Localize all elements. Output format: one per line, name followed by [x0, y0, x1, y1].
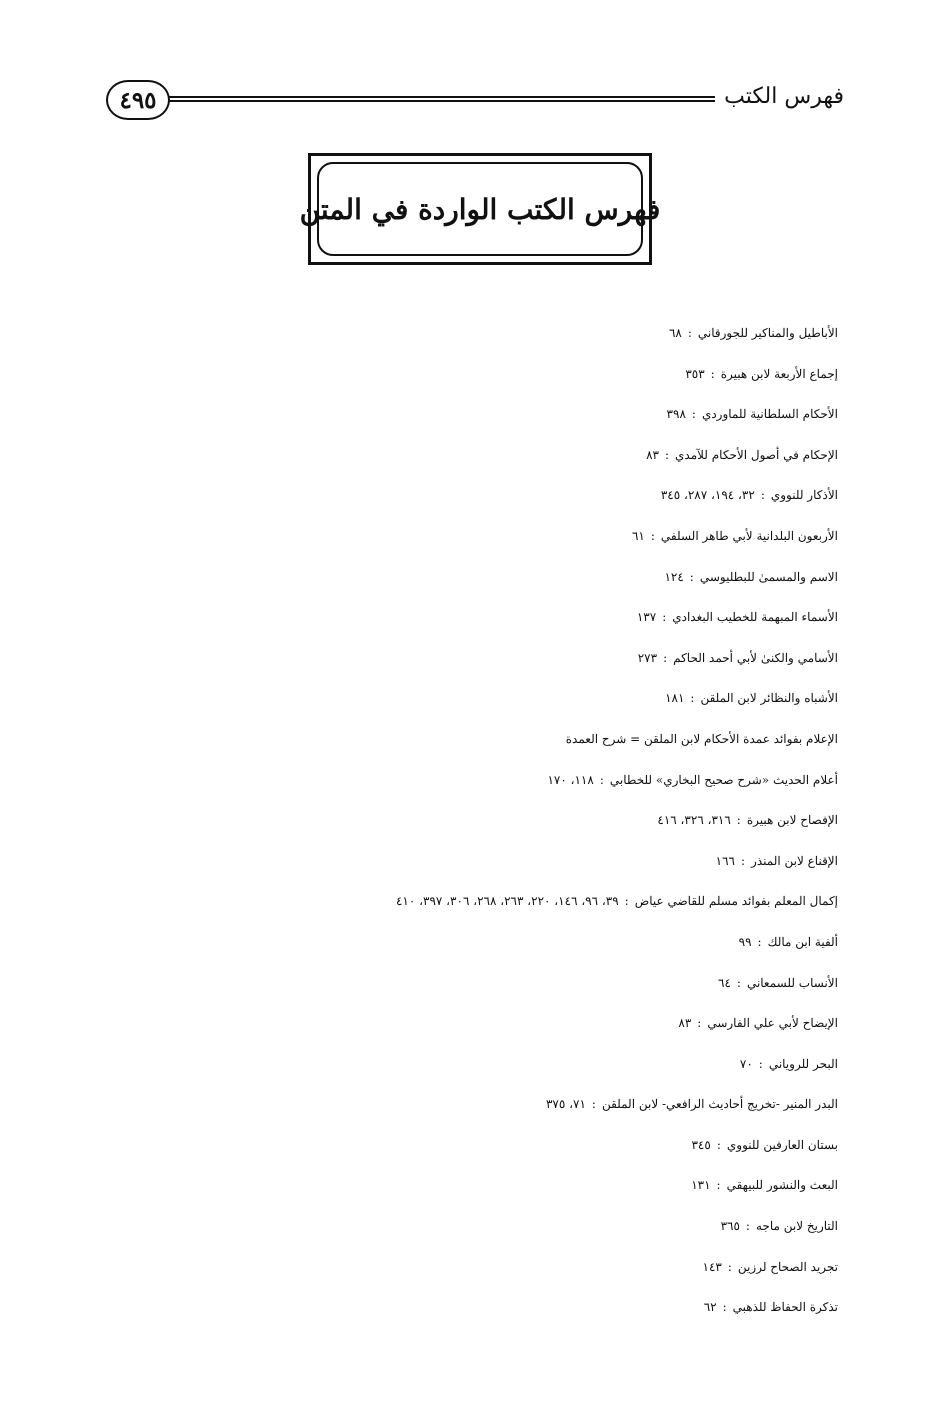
index-entry	[98, 354, 838, 395]
book-title: الأباطيل والمناكير للجورقاني	[697, 326, 838, 340]
separator: :	[722, 1300, 727, 1315]
page-references: ٨٣	[678, 1016, 692, 1031]
separator: :	[599, 772, 604, 787]
book-title: تجريد الصحاح لرزين	[737, 1259, 838, 1274]
book-title: الأحكام السلطانية للماوردي	[701, 407, 838, 422]
index-entry	[98, 597, 838, 638]
book-title: الأنساب للسمعاني	[746, 975, 838, 990]
book-title: الإحكام في أصول الأحكام للآمدي	[675, 447, 838, 462]
page-title: فهرس الكتب الواردة في المتن	[299, 192, 661, 226]
index-entry	[98, 435, 838, 476]
book-title: الأربعون البلدانية لأبي طاهر السلفي	[660, 528, 838, 543]
index-entry	[98, 313, 838, 354]
index-entry	[98, 922, 838, 963]
separator: :	[745, 1219, 750, 1234]
index-entry	[98, 760, 838, 801]
separator: :	[716, 1178, 721, 1193]
book-title: الأسامي والكنىٰ لأبي أحمد الحاكم	[673, 650, 838, 665]
index-entry	[98, 881, 838, 922]
running-title: فهرس الكتب	[724, 84, 844, 109]
book-title: أعلام الحديث «شرح صحيح البخاري» للخطابي	[609, 772, 838, 787]
page-references: ١٣١	[691, 1178, 711, 1193]
book-index-list	[98, 313, 838, 1328]
index-entry	[98, 1165, 838, 1206]
page-references: ٣٩، ٩٦، ١٤٦، ٢٢٠، ٢٦٣، ٢٦٨، ٣٠٦، ٣٩٧، ٤١٠	[395, 894, 619, 909]
separator: :	[697, 1016, 702, 1031]
book-title: البحر للروياني	[768, 1056, 838, 1071]
separator: :	[736, 975, 741, 990]
page-number: ٤٩٥	[106, 80, 170, 120]
index-entry	[98, 678, 838, 719]
book-title: إكمال المعلم بفوائد مسلم للقاضي عياض	[634, 894, 838, 909]
page-references: ١٢٤	[664, 569, 684, 584]
separator: :	[727, 1259, 732, 1274]
separator: :	[758, 1056, 763, 1071]
book-title: الأسماء المبهمة للخطيب البغدادي	[672, 610, 838, 625]
index-entry	[98, 963, 838, 1004]
book-title: البدر المنير -تخريج أحاديث الرافعي- لابن الملقن	[601, 1097, 838, 1112]
page-references: ٦٢	[703, 1300, 717, 1315]
index-entry	[98, 1044, 838, 1085]
index-entry	[98, 1247, 838, 1288]
page-references: ١١٨، ١٧٠	[547, 772, 594, 787]
book-title: الإفصاح لابن هبيرة	[746, 813, 838, 828]
separator: :	[691, 407, 696, 422]
book-title: التاريخ لابن ماجه	[755, 1219, 838, 1234]
index-entry	[98, 475, 838, 516]
page-references: ١٨١	[665, 691, 685, 706]
book-title: إجماع الأربعة لابن هبيرة	[720, 366, 838, 381]
book-title: الأذكار للنووي	[770, 488, 838, 503]
page-references: ١٦٦	[715, 853, 735, 868]
index-entry	[98, 557, 838, 598]
page-references: ٣٤٥	[691, 1137, 711, 1152]
index-entry	[98, 1287, 838, 1328]
page-references: ٨٣	[646, 447, 659, 462]
book-title: تذكرة الحفاظ للذهبي	[732, 1300, 838, 1315]
separator: :	[663, 650, 668, 665]
index-entry	[98, 1084, 838, 1125]
separator: :	[690, 691, 695, 706]
page-references: ٦١	[631, 528, 645, 543]
book-title: الإعلام بفوائد عمدة الأحكام لابن الملقن = شرح العمدة	[565, 731, 838, 746]
page-references: ٧١، ٣٧٥	[545, 1097, 586, 1112]
separator: :	[741, 853, 746, 868]
book-title: بستان العارفين للنووي	[726, 1137, 838, 1152]
separator: :	[760, 488, 765, 503]
book-title: الإقناع لابن المنذر	[751, 853, 838, 868]
page-references: ٣٩٨	[666, 407, 686, 422]
index-entry	[98, 1125, 838, 1166]
separator: :	[650, 528, 655, 543]
separator: :	[716, 1137, 721, 1152]
index-entry	[98, 841, 838, 882]
separator: :	[689, 569, 694, 584]
separator: :	[591, 1097, 596, 1112]
index-entry	[98, 1206, 838, 1247]
separator: :	[710, 366, 715, 381]
page-references: ١٣٧	[636, 610, 657, 625]
index-entry	[98, 1003, 838, 1044]
separator: :	[664, 447, 669, 462]
title-frame	[299, 153, 661, 265]
separator: :	[662, 610, 667, 625]
page-references: ٧٠	[739, 1056, 753, 1071]
book-title: البعث والنشور للبيهقي	[726, 1178, 838, 1193]
title-inner-frame	[299, 162, 661, 256]
separator: :	[757, 934, 762, 949]
header-rule	[168, 96, 715, 102]
page-references: ٢٧٣	[637, 650, 658, 665]
page-references: ٩٩	[738, 934, 752, 949]
book-title: الاسم والمسمىٰ للبطليوسي	[699, 569, 838, 584]
index-entry	[98, 800, 838, 841]
page-references: ٣٥٣	[685, 366, 705, 381]
page-references: ٣٦٥	[720, 1219, 740, 1234]
book-title: الأشباه والنظائر لابن الملقن	[700, 691, 838, 706]
book-title: الإيضاح لأبي علي الفارسي	[707, 1016, 838, 1031]
index-entry	[98, 516, 838, 557]
page-references: ٦٨	[668, 326, 682, 340]
page-header	[106, 80, 844, 124]
page-references: ٣٢، ١٩٤، ٢٨٧، ٣٤٥	[660, 488, 755, 503]
index-entry	[98, 638, 838, 679]
page-references: ٦٤	[718, 975, 731, 990]
separator: :	[687, 326, 692, 340]
separator: :	[624, 894, 629, 909]
page-references: ٣١٦، ٣٢٦، ٤١٦	[657, 813, 731, 828]
page-references: ١٤٣	[702, 1259, 722, 1274]
index-entry	[98, 394, 838, 435]
index-entry	[98, 719, 838, 760]
separator: :	[736, 813, 741, 828]
book-title: ألفية ابن مالك	[767, 934, 838, 949]
